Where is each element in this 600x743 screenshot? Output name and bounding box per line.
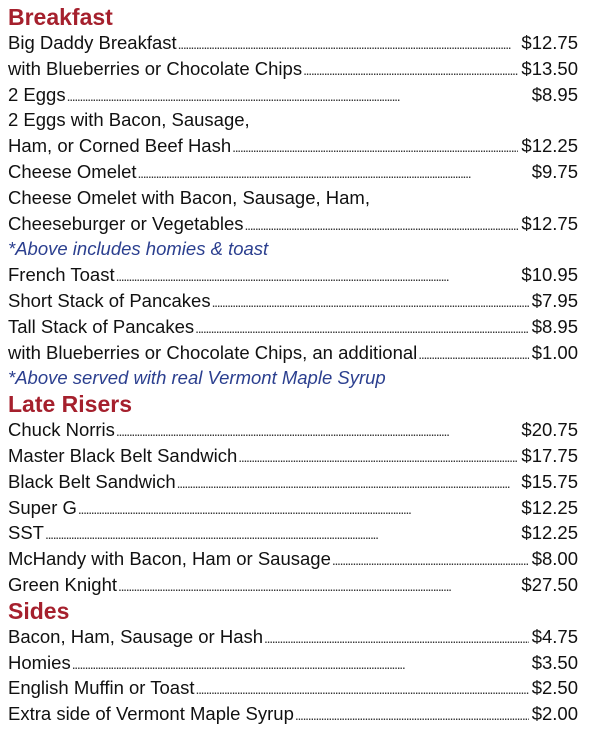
item-name: with Blueberries or Chocolate Chips (8, 57, 303, 79)
dot-leader (78, 495, 519, 523)
item-price: $9.75 (531, 160, 578, 182)
item-name: 2 Eggs with Bacon, Sausage, (8, 109, 250, 131)
section-title: Late Risers (8, 391, 133, 418)
menu-item (8, 340, 578, 366)
item-name: SST (8, 522, 44, 544)
menu-item (8, 650, 578, 676)
dot-leader (116, 417, 518, 445)
menu-item (8, 443, 578, 469)
item-name: Tall Stack of Pancakes (8, 315, 195, 337)
item-name: Cheese Omelet with Bacon, Sausage, Ham, (8, 186, 370, 208)
item-price: $20.75 (521, 419, 578, 441)
item-price: $15.75 (521, 470, 578, 492)
item-name: French Toast (8, 264, 115, 286)
menu-item (8, 495, 578, 521)
dot-leader (418, 340, 528, 368)
dot-leader (212, 288, 529, 316)
item-price: $12.75 (521, 32, 578, 53)
item-name: Cheeseburger or Vegetables (8, 212, 244, 234)
dot-leader (332, 546, 529, 574)
menu-item (8, 520, 578, 546)
dot-leader (195, 675, 528, 703)
item-name: English Muffin or Toast (8, 677, 195, 699)
dot-leader (178, 30, 519, 58)
section-title: Breakfast (8, 4, 113, 30)
item-price: $12.75 (521, 212, 578, 234)
menu-section (8, 391, 578, 598)
menu-item (8, 30, 578, 56)
dot-leader (245, 211, 519, 239)
item-price: $4.75 (531, 625, 578, 647)
menu-item (8, 417, 578, 443)
item-price: $8.95 (531, 83, 578, 105)
item-name: McHandy with Bacon, Ham or Sausage (8, 548, 331, 570)
dot-leader (118, 572, 518, 600)
item-name: Short Stack of Pancakes (8, 289, 211, 311)
item-price: $12.25 (521, 522, 578, 544)
menu-section (8, 4, 578, 391)
dot-leader (195, 314, 529, 342)
item-price: $13.50 (521, 57, 578, 79)
dot-leader (264, 624, 529, 652)
item-price: $2.00 (531, 703, 578, 725)
item-price: $3.50 (531, 651, 578, 673)
item-name: Chuck Norris (8, 419, 115, 441)
item-price: $2.50 (531, 677, 578, 699)
menu-item (8, 211, 578, 237)
dot-leader (295, 701, 529, 729)
item-name: Green Knight (8, 573, 118, 595)
item-name: Super G (8, 496, 77, 518)
section-title: Sides (8, 597, 70, 624)
item-name: with Blueberries or Chocolate Chips, an additional (8, 341, 418, 363)
menu-item (8, 675, 578, 701)
menu-item (8, 288, 578, 314)
menu-item (8, 262, 578, 288)
menu-section (8, 598, 578, 727)
item-name: Black Belt Sandwich (8, 470, 176, 492)
item-name: Bacon, Ham, Sausage or Hash (8, 625, 264, 647)
dot-leader (138, 159, 529, 187)
item-name: 2 Eggs (8, 83, 66, 105)
item-price: $12.25 (521, 135, 578, 157)
item-price: $27.50 (521, 573, 578, 595)
dot-leader (238, 443, 518, 471)
item-price: $10.95 (521, 264, 578, 286)
item-price: $8.95 (531, 315, 578, 337)
menu-note: *Above served with real Vermont Maple Syrup (8, 367, 386, 389)
dot-leader (303, 56, 518, 84)
menu-item (8, 56, 578, 82)
dot-leader (45, 520, 518, 548)
menu-item (8, 624, 578, 650)
item-name: Master Black Belt Sandwich (8, 444, 238, 466)
menu-item (8, 159, 578, 185)
dot-leader (67, 82, 529, 110)
menu-item (8, 82, 578, 108)
item-name: Homies (8, 651, 71, 673)
item-name: Big Daddy Breakfast (8, 32, 177, 53)
item-price: $8.00 (531, 548, 578, 570)
menu-item-line (8, 107, 578, 133)
dot-leader (72, 650, 529, 678)
menu-item (8, 133, 578, 159)
dot-leader (177, 469, 519, 497)
menu-item (8, 314, 578, 340)
item-name: Cheese Omelet (8, 160, 137, 182)
dot-leader (232, 133, 518, 161)
menu-item (8, 469, 578, 495)
item-price: $12.25 (521, 496, 578, 518)
item-price: $1.00 (531, 341, 578, 363)
dot-leader (116, 262, 519, 290)
item-name: Ham, or Corned Beef Hash (8, 135, 232, 157)
menu-item (8, 701, 578, 727)
menu-item (8, 546, 578, 572)
item-name: Extra side of Vermont Maple Syrup (8, 703, 294, 725)
item-price: $7.95 (531, 289, 578, 311)
menu-item (8, 572, 578, 598)
item-price: $17.75 (521, 444, 578, 466)
menu-item-line (8, 185, 578, 211)
menu-note: *Above includes homies & toast (8, 238, 269, 260)
